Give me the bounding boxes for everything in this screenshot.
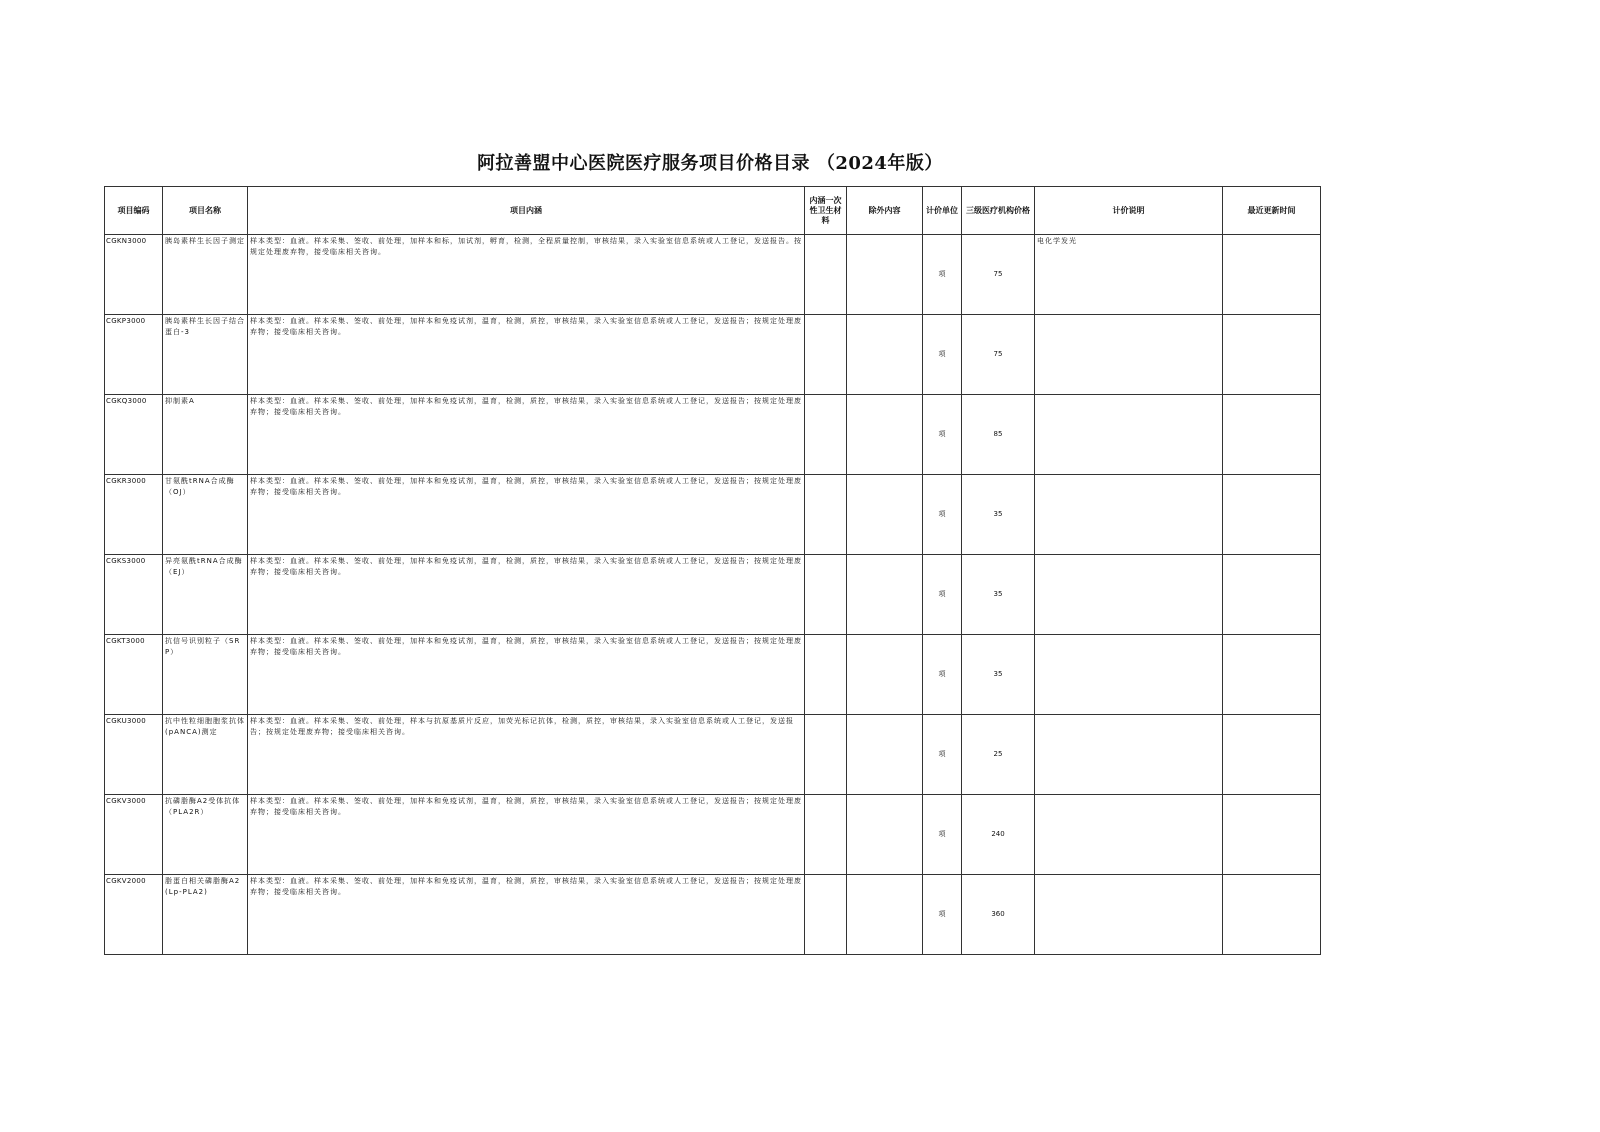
cell-code: CGKN3000 xyxy=(105,235,163,315)
header-name: 项目名称 xyxy=(163,187,248,235)
cell-name: 胰岛素样生长因子结合蛋白-3 xyxy=(163,315,248,395)
cell-note xyxy=(1035,795,1223,875)
cell-content: 样本类型：血液。样本采集、签收、前处理，加样本和免疫试剂，温育，检测，质控，审核结果，录入实验室信息系统或人工登记，发送报告；按规定处理废弃物；接受临床相关咨询。 xyxy=(248,555,805,635)
cell-unit: 项 xyxy=(923,315,962,395)
table-row xyxy=(105,395,1321,475)
table-row xyxy=(105,875,1321,955)
cell-note xyxy=(1035,635,1223,715)
cell-unit: 项 xyxy=(923,795,962,875)
cell-code: CGKT3000 xyxy=(105,635,163,715)
cell-material xyxy=(805,395,847,475)
cell-excluded xyxy=(847,795,923,875)
cell-content: 样本类型：血液。样本采集、签收、前处理，样本与抗原基质片反应，加荧光标记抗体，检测，质控，审核结果，录入实验室信息系统或人工登记，发送报告；按规定处理废弃物；接受临床相关咨询。 xyxy=(248,715,805,795)
cell-content: 样本类型：血液。样本采集、签收、前处理，加样本和免疫试剂，温育，检测，质控，审核结果，录入实验室信息系统或人工登记，发送报告；按规定处理废弃物；接受临床相关咨询。 xyxy=(248,795,805,875)
cell-excluded xyxy=(847,715,923,795)
cell-name: 脂蛋白相关磷脂酶A2(Lp-PLA2) xyxy=(163,875,248,955)
table-row xyxy=(105,315,1321,395)
cell-price: 35 xyxy=(962,635,1035,715)
header-content: 项目内涵 xyxy=(248,187,805,235)
cell-material xyxy=(805,475,847,555)
cell-note xyxy=(1035,715,1223,795)
cell-material xyxy=(805,555,847,635)
cell-updated xyxy=(1223,635,1321,715)
price-table xyxy=(104,186,1321,955)
cell-price: 25 xyxy=(962,715,1035,795)
cell-price: 35 xyxy=(962,555,1035,635)
cell-name: 抗中性粒细胞胞浆抗体(pANCA)测定 xyxy=(163,715,248,795)
cell-material xyxy=(805,235,847,315)
cell-excluded xyxy=(847,635,923,715)
cell-content: 样本类型：血液。样本采集、签收、前处理，加样本和免疫试剂，温育，检测，质控，审核结果，录入实验室信息系统或人工登记，发送报告；按规定处理废弃物；接受临床相关咨询。 xyxy=(248,475,805,555)
cell-unit: 项 xyxy=(923,875,962,955)
cell-excluded xyxy=(847,235,923,315)
cell-excluded xyxy=(847,875,923,955)
cell-excluded xyxy=(847,315,923,395)
cell-price: 240 xyxy=(962,795,1035,875)
table-row xyxy=(105,555,1321,635)
cell-unit: 项 xyxy=(923,555,962,635)
cell-name: 抗磷脂酶A2受体抗体（PLA2R） xyxy=(163,795,248,875)
cell-updated xyxy=(1223,315,1321,395)
cell-content: 样本类型：血液。样本采集、签收、前处理，加样本和免疫试剂，温育，检测，质控，审核结果，录入实验室信息系统或人工登记，发送报告；按规定处理废弃物；接受临床相关咨询。 xyxy=(248,875,805,955)
cell-content: 样本类型：血液。样本采集、签收、前处理，加样本和标，加试剂，孵育，检测，全程质量控制，审核结果，录入实验室信息系统或人工登记，发送报告。按规定处理废弃物，接受临床相关咨询。 xyxy=(248,235,805,315)
cell-price: 85 xyxy=(962,395,1035,475)
cell-material xyxy=(805,795,847,875)
cell-material xyxy=(805,635,847,715)
header-material: 内涵一次性卫生材料 xyxy=(805,187,847,235)
table-row xyxy=(105,795,1321,875)
cell-note xyxy=(1035,315,1223,395)
table-row xyxy=(105,235,1321,315)
cell-content: 样本类型：血液。样本采集、签收、前处理，加样本和免疫试剂，温育，检测，质控，审核结果，录入实验室信息系统或人工登记，发送报告；按规定处理废弃物；接受临床相关咨询。 xyxy=(248,635,805,715)
cell-updated xyxy=(1223,715,1321,795)
cell-code: CGKS3000 xyxy=(105,555,163,635)
cell-material xyxy=(805,715,847,795)
cell-code: CGKU3000 xyxy=(105,715,163,795)
cell-note xyxy=(1035,875,1223,955)
cell-price: 35 xyxy=(962,475,1035,555)
header-row xyxy=(105,187,1321,235)
cell-material xyxy=(805,875,847,955)
cell-content: 样本类型：血液。样本采集、签收、前处理，加样本和免疫试剂，温育，检测，质控，审核结果，录入实验室信息系统或人工登记，发送报告；按规定处理废弃物；接受临床相关咨询。 xyxy=(248,395,805,475)
cell-excluded xyxy=(847,475,923,555)
cell-content: 样本类型：血液。样本采集、签收、前处理，加样本和免疫试剂，温育，检测，质控，审核结果，录入实验室信息系统或人工登记，发送报告；按规定处理废弃物；接受临床相关咨询。 xyxy=(248,315,805,395)
cell-name: 胰岛素样生长因子测定 xyxy=(163,235,248,315)
cell-material xyxy=(805,315,847,395)
cell-name: 抑制素A xyxy=(163,395,248,475)
cell-name: 甘氨酰tRNA合成酶（OJ） xyxy=(163,475,248,555)
cell-code: CGKR3000 xyxy=(105,475,163,555)
cell-updated xyxy=(1223,475,1321,555)
cell-unit: 项 xyxy=(923,235,962,315)
header-unit: 计价单位 xyxy=(923,187,962,235)
table-row xyxy=(105,715,1321,795)
cell-note xyxy=(1035,475,1223,555)
cell-unit: 项 xyxy=(923,395,962,475)
cell-name: 异亮氨酰tRNA合成酶（EJ） xyxy=(163,555,248,635)
cell-name: 抗信号识别粒子（SRP） xyxy=(163,635,248,715)
cell-excluded xyxy=(847,555,923,635)
header-note: 计价说明 xyxy=(1035,187,1223,235)
cell-excluded xyxy=(847,395,923,475)
cell-unit: 项 xyxy=(923,635,962,715)
cell-updated xyxy=(1223,235,1321,315)
cell-unit: 项 xyxy=(923,475,962,555)
cell-price: 75 xyxy=(962,235,1035,315)
table-row xyxy=(105,635,1321,715)
document-title: 阿拉善盟中心医院医疗服务项目价格目录 （2024年版） xyxy=(477,153,943,174)
cell-unit: 项 xyxy=(923,715,962,795)
header-excluded: 除外内容 xyxy=(847,187,923,235)
cell-code: CGKV2000 xyxy=(105,875,163,955)
cell-updated xyxy=(1223,395,1321,475)
cell-note: 电化学发光 xyxy=(1035,235,1223,315)
cell-price: 360 xyxy=(962,875,1035,955)
cell-code: CGKQ3000 xyxy=(105,395,163,475)
table-body xyxy=(105,235,1321,955)
table-row xyxy=(105,475,1321,555)
cell-updated xyxy=(1223,555,1321,635)
cell-updated xyxy=(1223,795,1321,875)
cell-note xyxy=(1035,395,1223,475)
cell-code: CGKV3000 xyxy=(105,795,163,875)
cell-code: CGKP3000 xyxy=(105,315,163,395)
header-code: 项目编码 xyxy=(105,187,163,235)
cell-note xyxy=(1035,555,1223,635)
cell-updated xyxy=(1223,875,1321,955)
header-price: 三级医疗机构价格 xyxy=(962,187,1035,235)
cell-price: 75 xyxy=(962,315,1035,395)
header-updated: 最近更新时间 xyxy=(1223,187,1321,235)
